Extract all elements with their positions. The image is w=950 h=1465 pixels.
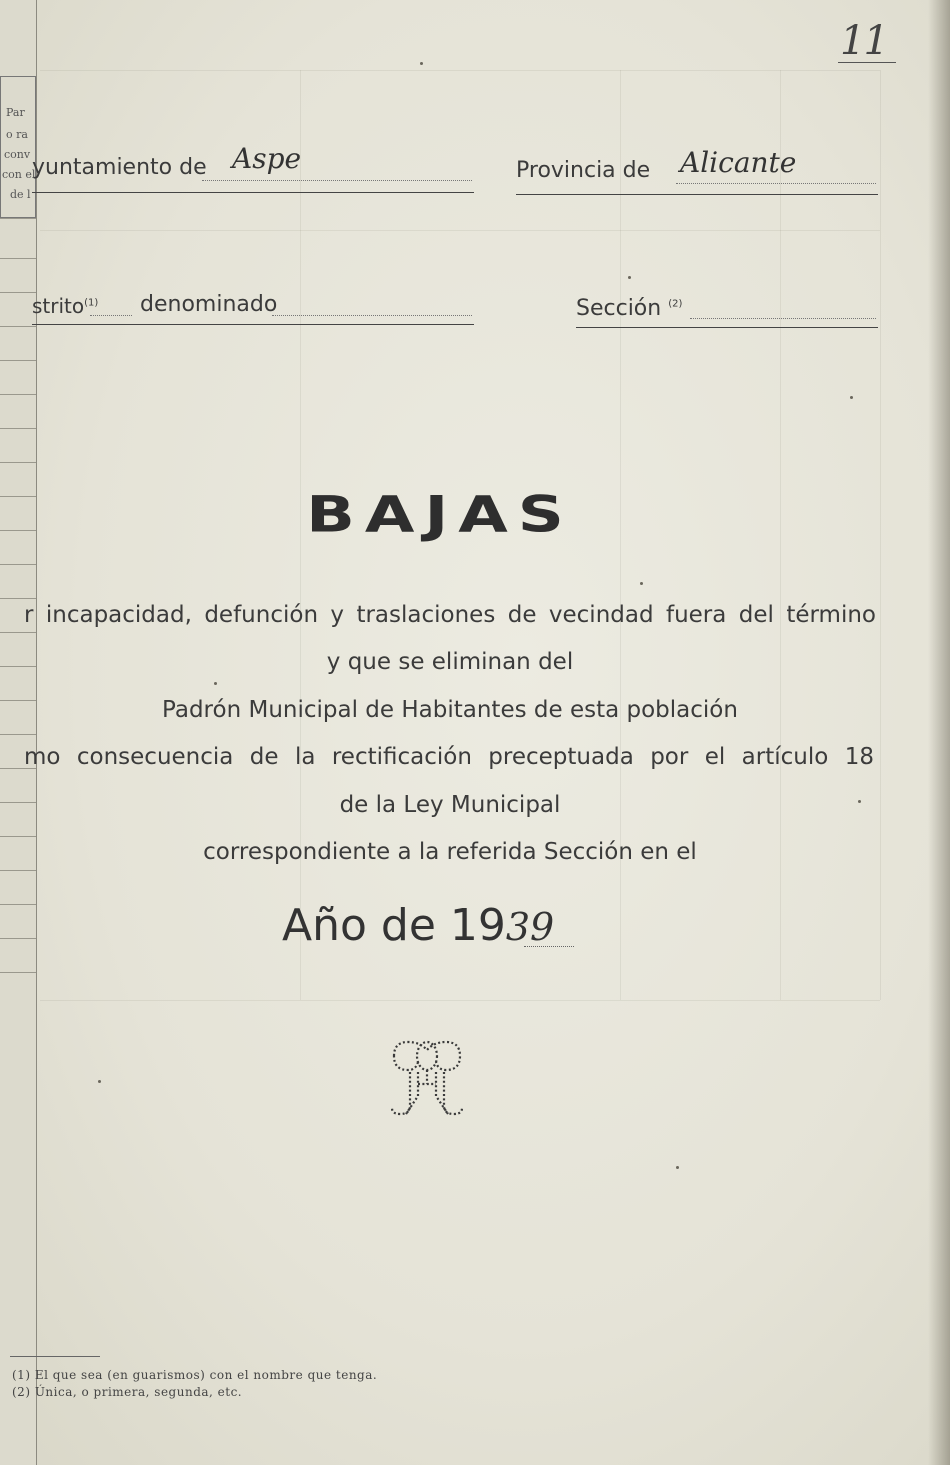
- strip-fragment: con el: [2, 168, 36, 181]
- distrito-label: strito$^{(1)}$: [32, 294, 99, 318]
- strip-fragment: o ra: [6, 128, 28, 141]
- footnote-1: (1) El que sea (en guarismos) con el nombre que tenga.: [12, 1368, 378, 1382]
- strip-fragment: Par: [6, 106, 25, 119]
- denominado-label: denominado: [140, 292, 278, 317]
- monogram-emblem-icon: [388, 1036, 466, 1118]
- ayuntamiento-label: yuntamiento de: [32, 155, 207, 180]
- body-line-6: correspondiente a la referida Sección en el: [203, 839, 697, 865]
- strip-fragment: conv: [4, 148, 31, 161]
- year-line: Año de 1939: [282, 900, 555, 951]
- body-line-4: mo consecuencia de la rectificación preceptuada por el artículo 18: [24, 744, 874, 770]
- provincia-value: Alicante: [680, 146, 797, 179]
- body-line-3: Padrón Municipal de Habitantes de esta población: [162, 697, 738, 723]
- body-line-1: r incapacidad, defunción y traslaciones de vecindad fuera del término: [24, 602, 876, 628]
- body-line-5: de la Ley Municipal: [339, 792, 561, 818]
- ayuntamiento-value: Aspe: [232, 142, 302, 175]
- seccion-label: Sección $^{(2)}$: [576, 296, 683, 321]
- footnote-2: (2) Única, o primera, segunda, etc.: [12, 1385, 243, 1399]
- year-handwritten: 39: [505, 905, 555, 949]
- folio-number: 11: [840, 18, 887, 64]
- document-title: BAJAS: [306, 486, 574, 544]
- previous-page-strip: [0, 0, 37, 1465]
- provincia-label: Provincia de: [516, 158, 651, 183]
- body-line-2: y que se eliminan del: [326, 649, 574, 675]
- strip-fragment: de l: [10, 188, 31, 201]
